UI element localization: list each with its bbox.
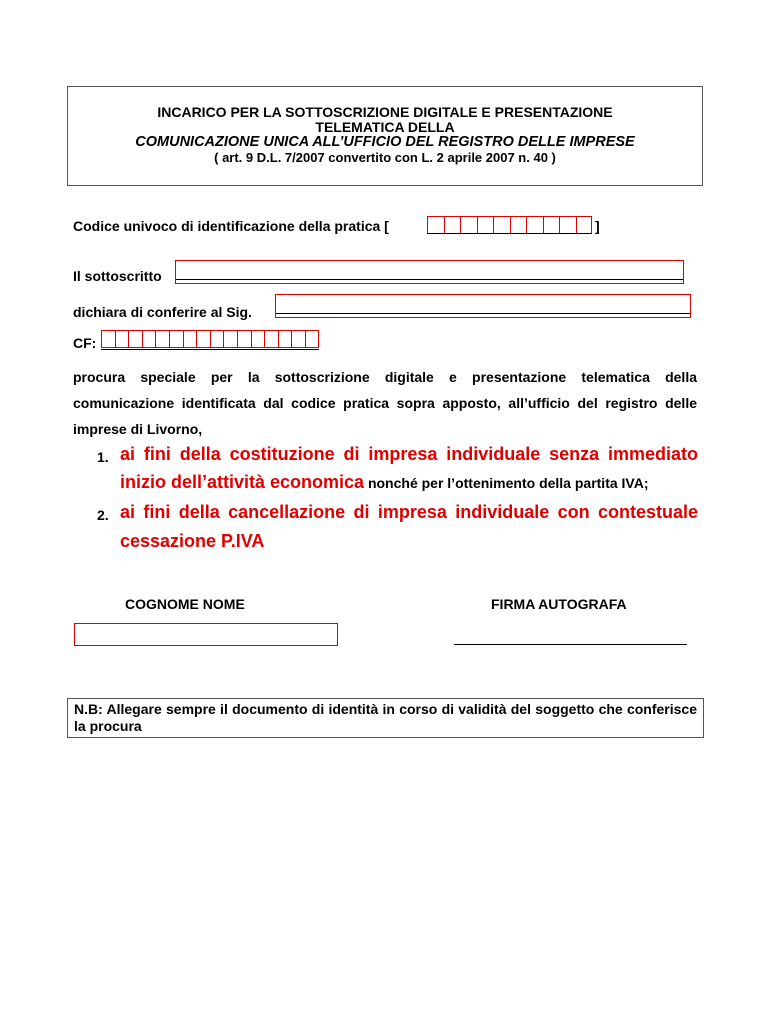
char-box[interactable] xyxy=(543,216,560,234)
sottoscritto-field[interactable] xyxy=(175,260,684,284)
cf-label: CF: xyxy=(73,335,97,351)
char-box[interactable] xyxy=(526,216,543,234)
note-text: N.B: Allegare sempre il documento di identità in corso di validità del soggetto che conferisce la procura xyxy=(74,701,697,734)
char-box[interactable] xyxy=(223,330,237,348)
char-box[interactable] xyxy=(460,216,477,234)
firma-signature-line[interactable] xyxy=(454,644,687,645)
char-box[interactable] xyxy=(169,330,183,348)
item-2-red-line-2: cessazione P.IVA xyxy=(120,531,265,551)
item-1-red-line-2: inizio dell’attività economica xyxy=(120,472,365,492)
header-line-3: COMUNICAZIONE UNICA ALL’UFFICIO DEL REGISTRO DELLE IMPRESE xyxy=(135,134,635,150)
item-2-red-line-1: ai fini della cancellazione di impresa individuale con contestuale xyxy=(120,502,698,522)
char-box[interactable] xyxy=(305,330,319,348)
char-box[interactable] xyxy=(493,216,510,234)
cf-underline xyxy=(101,349,319,350)
header-line-4: ( art. 9 D.L. 7/2007 convertito con L. 2 aprile 2007 n. 40 ) xyxy=(214,150,556,165)
cognome-nome-field[interactable] xyxy=(74,623,338,646)
dichiara-label: dichiara di conferire al Sig. xyxy=(73,304,252,320)
char-box[interactable] xyxy=(559,216,576,234)
item-1-line-2 xyxy=(120,472,649,493)
codice-underline xyxy=(427,233,592,234)
note-box xyxy=(67,698,704,738)
char-box[interactable] xyxy=(251,330,265,348)
char-box[interactable] xyxy=(128,330,142,348)
char-box[interactable] xyxy=(142,330,156,348)
header-line-2: TELEMATICA DELLA xyxy=(315,119,455,135)
char-box[interactable] xyxy=(278,330,292,348)
item-1-red-line-1: ai fini della costituzione di impresa individuale senza immediato xyxy=(120,444,698,464)
char-box[interactable] xyxy=(155,330,169,348)
char-box[interactable] xyxy=(115,330,129,348)
char-box[interactable] xyxy=(210,330,224,348)
char-box[interactable] xyxy=(576,216,593,234)
char-box[interactable] xyxy=(264,330,278,348)
char-box[interactable] xyxy=(183,330,197,348)
char-box[interactable] xyxy=(510,216,527,234)
cognome-nome-label: COGNOME NOME xyxy=(125,596,245,612)
header-line-1: INCARICO PER LA SOTTOSCRIZIONE DIGITALE E PRESENTAZIONE xyxy=(157,104,613,120)
codice-label: Codice univoco di identificazione della pratica [ xyxy=(73,218,389,234)
char-box[interactable] xyxy=(444,216,461,234)
char-box[interactable] xyxy=(101,330,115,348)
header-box xyxy=(67,86,703,186)
procura-paragraph: procura speciale per la sottoscrizione digitale e presentazione telematica della comunicazione identificata dal codice pratica sopra apposto, all’ufficio del registro delle imprese di Livorno, xyxy=(73,369,697,437)
firma-label: FIRMA AUTOGRAFA xyxy=(491,596,627,612)
item-1-tail: nonché per l’ottenimento della partita IVA; xyxy=(364,475,649,491)
codice-close: ] xyxy=(595,218,600,234)
char-box[interactable] xyxy=(477,216,494,234)
cf-boxes[interactable] xyxy=(101,330,319,348)
dichiara-field[interactable] xyxy=(275,294,691,318)
char-box[interactable] xyxy=(291,330,305,348)
char-box[interactable] xyxy=(237,330,251,348)
char-box[interactable] xyxy=(427,216,444,234)
item-2-number: 2. xyxy=(97,507,109,523)
char-box[interactable] xyxy=(196,330,210,348)
sottoscritto-label: Il sottoscritto xyxy=(73,268,162,284)
item-1-number: 1. xyxy=(97,449,109,465)
codice-boxes[interactable] xyxy=(427,216,592,234)
